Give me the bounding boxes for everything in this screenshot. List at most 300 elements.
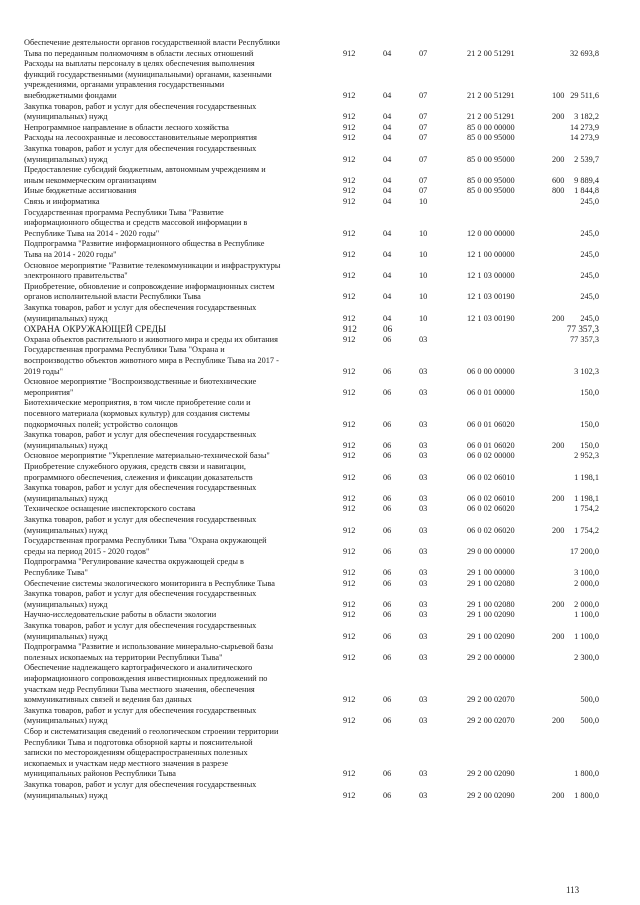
row-name-line: Расходы на лесоохранные и лесовосстановительные мероприятия xyxy=(24,133,257,143)
table-row xyxy=(0,642,640,663)
row-name-line: Тыва на 2014 - 2020 годы" xyxy=(24,249,117,259)
table-row xyxy=(0,102,640,123)
row-name xyxy=(24,303,332,324)
table-row xyxy=(0,186,640,197)
cell-rz: 06 xyxy=(383,652,392,662)
cell-pr: 03 xyxy=(419,504,428,514)
cell-pr: 07 xyxy=(419,175,428,185)
row-name-line: (муниципальных) нужд xyxy=(24,790,108,800)
cell-adm: 912 xyxy=(343,440,356,450)
cell-sum: 245,0 xyxy=(580,228,599,238)
table-row xyxy=(0,780,640,801)
cell-sum: 1 100,0 xyxy=(574,610,599,620)
table-row xyxy=(0,398,640,430)
cell-adm: 912 xyxy=(343,249,356,259)
cell-adm: 912 xyxy=(343,197,356,206)
cell-pr: 03 xyxy=(419,493,428,503)
cell-pr: 03 xyxy=(419,769,428,779)
row-name-line: (муниципальных) нужд xyxy=(24,631,108,641)
table-row xyxy=(0,504,640,515)
row-name-line: Сбор и систематизация сведений о геологическом строении территории xyxy=(24,727,279,736)
cell-rz: 06 xyxy=(383,695,392,705)
cell-sum: 2 000,0 xyxy=(574,599,599,609)
cell-cs: 12 1 03 00190 xyxy=(467,292,515,302)
cell-sum: 150,0 xyxy=(580,440,599,450)
row-name-line: Охрана объектов растительного и животного мира и среды их обитания xyxy=(24,334,278,344)
cell-rz: 04 xyxy=(383,90,392,100)
cell-adm: 912 xyxy=(343,578,356,588)
row-name xyxy=(24,579,332,590)
row-name xyxy=(24,589,332,610)
cell-cs: 12 1 03 00190 xyxy=(467,313,515,323)
cell-sum: 3 100,0 xyxy=(574,567,599,577)
cell-cs: 85 0 00 00000 xyxy=(467,122,515,132)
cell-vr: 800 xyxy=(552,186,565,196)
cell-adm: 912 xyxy=(343,546,356,556)
cell-adm: 912 xyxy=(343,112,356,122)
cell-adm: 912 xyxy=(343,133,356,143)
cell-adm: 912 xyxy=(343,366,356,376)
cell-sum: 3 102,3 xyxy=(574,366,599,376)
table-row xyxy=(0,579,640,590)
cell-adm: 912 xyxy=(343,48,356,58)
row-name xyxy=(24,208,332,240)
cell-rz: 06 xyxy=(383,567,392,577)
cell-rz: 06 xyxy=(383,610,392,620)
cell-sum: 150,0 xyxy=(580,419,599,429)
table-row xyxy=(0,483,640,504)
cell-pr: 07 xyxy=(419,186,428,196)
cell-cs: 21 2 00 51291 xyxy=(467,90,515,100)
row-name xyxy=(24,536,332,557)
cell-pr: 03 xyxy=(419,525,428,535)
row-name-line: Закупка товаров, работ и услуг для обеспечения государственных xyxy=(24,430,257,440)
cell-pr: 07 xyxy=(419,48,428,58)
cell-rz: 06 xyxy=(383,451,392,461)
cell-rz: 06 xyxy=(383,578,392,588)
row-name-line: 2019 годы" xyxy=(24,366,63,376)
row-name-line: (муниципальных) нужд xyxy=(24,112,108,122)
cell-rz: 04 xyxy=(383,154,392,164)
row-name-line: Закупка товаров, работ и услуг для обеспечения государственных xyxy=(24,515,257,524)
row-name-line: Республике Тыва на 2014 - 2020 годы" xyxy=(24,228,160,238)
cell-sum: 150,0 xyxy=(580,387,599,397)
table-row xyxy=(0,706,640,727)
table-row xyxy=(0,335,640,346)
cell-adm: 912 xyxy=(343,599,356,609)
table-row xyxy=(0,208,640,240)
row-name-line: Государственная программа Республики Тыва "Охрана окружающей xyxy=(24,536,267,546)
table-row xyxy=(0,197,640,208)
row-name-line: Республики Тыва и подготовка обзорной карты и пояснительной xyxy=(24,737,253,747)
row-name-line: органов исполнительной власти Республики Тыва xyxy=(24,292,201,302)
cell-pr: 07 xyxy=(419,133,428,143)
table-row xyxy=(0,727,640,780)
cell-rz: 04 xyxy=(383,186,392,196)
table-row xyxy=(0,557,640,578)
cell-pr: 03 xyxy=(419,578,428,588)
cell-rz: 04 xyxy=(383,271,392,281)
cell-sum: 14 273,9 xyxy=(569,133,599,143)
cell-cs: 12 1 00 00000 xyxy=(467,249,515,259)
cell-pr: 07 xyxy=(419,90,428,100)
cell-sum: 500,0 xyxy=(580,716,599,726)
cell-rz: 04 xyxy=(383,313,392,323)
cell-pr: 03 xyxy=(419,451,428,461)
table-row xyxy=(0,462,640,483)
cell-cs: 85 0 00 95000 xyxy=(467,186,515,196)
cell-rz: 06 xyxy=(383,631,392,641)
cell-pr: 03 xyxy=(419,716,428,726)
table-row xyxy=(0,621,640,642)
cell-rz: 06 xyxy=(383,504,392,514)
cell-cs: 12 0 00 00000 xyxy=(467,228,515,238)
table-row xyxy=(0,345,640,377)
cell-pr: 03 xyxy=(419,419,428,429)
row-name xyxy=(24,462,332,483)
cell-cs: 29 2 00 02090 xyxy=(467,769,515,779)
row-name-line: Закупка товаров, работ и услуг для обеспечения государственных xyxy=(24,621,257,630)
row-name-line: посевного материала (кормовых культур) для создания системы xyxy=(24,408,250,418)
cell-rz: 06 xyxy=(383,599,392,609)
table-row xyxy=(0,123,640,134)
row-name-line: информационного сопровождения инвестиционных предложений по xyxy=(24,673,268,683)
cell-cs: 12 1 03 00000 xyxy=(467,271,515,281)
cell-rz: 06 xyxy=(383,366,392,376)
cell-rz: 04 xyxy=(383,228,392,238)
row-name-line: (муниципальных) нужд xyxy=(24,440,108,450)
table-row xyxy=(0,589,640,610)
cell-adm: 912 xyxy=(343,695,356,705)
cell-sum: 2 539,7 xyxy=(574,154,599,164)
cell-cs: 06 0 01 06020 xyxy=(467,419,515,429)
row-name-line: подкормочных полей; устройство солонцов xyxy=(24,419,178,429)
cell-rz: 04 xyxy=(383,133,392,143)
cell-cs: 29 1 00 00000 xyxy=(467,567,515,577)
row-name-line: Государственная программа Республики Тыва "Охрана и xyxy=(24,345,225,355)
row-name xyxy=(24,610,332,621)
table-row xyxy=(0,663,640,705)
cell-pr: 07 xyxy=(419,154,428,164)
cell-adm: 912 xyxy=(343,716,356,726)
row-name xyxy=(24,621,332,642)
row-name-line: Обеспечение надлежащего картографического и аналитического xyxy=(24,663,253,673)
row-name-line: иным некоммерческим организациям xyxy=(24,175,157,185)
cell-adm: 912 xyxy=(343,525,356,535)
cell-pr: 03 xyxy=(419,334,428,344)
row-name-line: (муниципальных) нужд xyxy=(24,313,108,323)
cell-sum: 2 000,0 xyxy=(574,578,599,588)
cell-vr: 200 xyxy=(552,112,565,122)
cell-cs: 06 0 00 00000 xyxy=(467,366,515,376)
cell-rz: 06 xyxy=(383,493,392,503)
cell-cs: 21 2 00 51291 xyxy=(467,48,515,58)
row-name xyxy=(24,165,332,186)
row-name xyxy=(24,483,332,504)
table-row xyxy=(0,451,640,462)
cell-rz: 06 xyxy=(383,525,392,535)
row-name-line: Закупка товаров, работ и услуг для обеспечения государственных xyxy=(24,303,257,312)
row-name-line: записки по месторождениям общераспространенных полезных xyxy=(24,748,248,758)
row-name xyxy=(24,59,332,101)
row-name-line: Республике Тыва" xyxy=(24,567,88,577)
cell-adm: 912 xyxy=(343,90,356,100)
cell-cs: 06 0 02 00000 xyxy=(467,451,515,461)
table-row xyxy=(0,536,640,557)
cell-adm: 912 xyxy=(343,186,356,196)
cell-sum: 77 357,3 xyxy=(569,334,599,344)
cell-sum: 2 952,3 xyxy=(574,451,599,461)
cell-sum: 1 754,2 xyxy=(574,525,599,535)
cell-sum: 32 693,8 xyxy=(569,48,599,58)
cell-pr: 03 xyxy=(419,567,428,577)
cell-sum: 245,0 xyxy=(580,292,599,302)
row-name xyxy=(24,398,332,430)
cell-adm: 912 xyxy=(343,122,356,132)
row-name xyxy=(24,780,332,801)
row-name-line: информационного общества и средств массовой информации в xyxy=(24,218,248,228)
row-name xyxy=(24,282,332,303)
cell-cs: 29 1 00 02090 xyxy=(467,631,515,641)
row-name-line: Расходы на выплаты персоналу в целях обеспечения выполнения xyxy=(24,59,255,69)
cell-sum: 1 800,0 xyxy=(574,769,599,779)
table-row xyxy=(0,165,640,186)
table-row xyxy=(0,430,640,451)
row-name-line: Закупка товаров, работ и услуг для обеспечения государственных xyxy=(24,483,257,493)
row-name-line: (муниципальных) нужд xyxy=(24,525,108,535)
cell-pr: 03 xyxy=(419,695,428,705)
cell-sum: 3 182,2 xyxy=(574,112,599,122)
row-name xyxy=(24,504,332,515)
cell-pr: 10 xyxy=(419,292,428,302)
cell-sum: 9 889,4 xyxy=(574,175,599,185)
cell-pr: 03 xyxy=(419,366,428,376)
cell-vr: 200 xyxy=(552,599,565,609)
cell-adm: 912 xyxy=(343,504,356,514)
cell-adm: 912 xyxy=(343,334,356,344)
table-row xyxy=(0,239,640,260)
row-name-line: коммуникативных связей и ведения баз данных xyxy=(24,695,192,705)
cell-vr: 600 xyxy=(552,175,565,185)
row-name-line: Иные бюджетные ассигнования xyxy=(24,186,137,196)
row-name xyxy=(24,430,332,451)
cell-adm: 912 xyxy=(343,493,356,503)
cell-pr: 10 xyxy=(419,271,428,281)
cell-sum: 245,0 xyxy=(580,197,599,206)
table-row xyxy=(0,133,640,144)
cell-rz: 06 xyxy=(383,472,392,482)
row-name-line: (муниципальных) нужд xyxy=(24,599,108,609)
cell-adm: 912 xyxy=(343,567,356,577)
cell-sum: 1 198,1 xyxy=(574,472,599,482)
cell-cs: 29 1 00 02080 xyxy=(467,599,515,609)
cell-pr: 03 xyxy=(419,546,428,556)
cell-vr: 100 xyxy=(552,90,565,100)
row-name xyxy=(24,102,332,123)
row-name-line: функций государственными (муниципальными) органами, казенными xyxy=(24,69,272,79)
page-number: 113 xyxy=(566,885,580,895)
cell-cs: 29 2 00 02070 xyxy=(467,716,515,726)
row-name xyxy=(24,38,332,59)
row-name xyxy=(24,239,332,260)
cell-vr: 200 xyxy=(552,493,565,503)
row-name xyxy=(24,515,332,536)
cell-adm: 912 xyxy=(343,472,356,482)
cell-adm: 912 xyxy=(343,324,357,335)
table-row xyxy=(0,282,640,303)
cell-adm: 912 xyxy=(343,175,356,185)
row-name-line: учреждениями, органами управления государственными xyxy=(24,80,225,90)
cell-rz: 04 xyxy=(383,122,392,132)
row-name xyxy=(24,345,332,377)
row-name-line: (муниципальных) нужд xyxy=(24,716,108,726)
cell-sum: 245,0 xyxy=(580,271,599,281)
row-name-line: внебюджетными фондами xyxy=(24,90,117,100)
cell-adm: 912 xyxy=(343,271,356,281)
row-name xyxy=(24,133,332,144)
cell-adm: 912 xyxy=(343,451,356,461)
row-name-line: Обеспечение деятельности органов государственной власти Республики xyxy=(24,38,280,47)
cell-rz: 04 xyxy=(383,112,392,122)
row-name-line: Техническое оснащение инспекторского состава xyxy=(24,504,196,514)
cell-pr: 03 xyxy=(419,652,428,662)
cell-vr: 200 xyxy=(552,716,565,726)
row-name-line: (муниципальных) нужд xyxy=(24,154,108,164)
cell-rz: 06 xyxy=(383,716,392,726)
table-row xyxy=(0,59,640,101)
cell-sum: 17 200,0 xyxy=(569,546,599,556)
row-name-line: Закупка товаров, работ и услуг для обеспечения государственных xyxy=(24,144,257,153)
row-name-line: муниципальных районов Республики Тыва xyxy=(24,769,176,779)
row-name xyxy=(24,261,332,282)
row-name-line: Приобретение, обновление и сопровождение информационных систем xyxy=(24,281,275,291)
cell-pr: 10 xyxy=(419,228,428,238)
cell-pr: 07 xyxy=(419,112,428,122)
cell-cs: 06 0 02 06010 xyxy=(467,472,515,482)
row-name-line: Предоставление субсидий бюджетным, автономным учреждениям и xyxy=(24,165,266,175)
cell-rz: 06 xyxy=(383,324,393,335)
row-name-line: мероприятия" xyxy=(24,387,74,397)
cell-pr: 10 xyxy=(419,249,428,259)
cell-cs: 85 0 00 95000 xyxy=(467,133,515,143)
row-name-line: ОХРАНА ОКРУЖАЮЩЕЙ СРЕДЫ xyxy=(24,324,167,335)
table-row xyxy=(0,324,640,335)
cell-sum: 1 754,2 xyxy=(574,504,599,514)
cell-sum: 1 844,8 xyxy=(574,186,599,196)
cell-pr: 03 xyxy=(419,440,428,450)
cell-vr: 200 xyxy=(552,525,565,535)
row-name-line: среды на период 2015 - 2020 годов" xyxy=(24,546,150,556)
cell-cs: 29 0 00 00000 xyxy=(467,546,515,556)
cell-cs: 06 0 02 06010 xyxy=(467,493,515,503)
cell-rz: 06 xyxy=(383,334,392,344)
row-name-line: Основное мероприятие "Развитие телекоммуникации и инфраструктуры xyxy=(24,260,281,270)
cell-rz: 06 xyxy=(383,790,392,800)
cell-vr: 200 xyxy=(552,154,565,164)
cell-sum: 245,0 xyxy=(580,249,599,259)
cell-adm: 912 xyxy=(343,790,356,800)
cell-pr: 10 xyxy=(419,313,428,323)
table-row xyxy=(0,144,640,165)
cell-pr: 03 xyxy=(419,610,428,620)
row-name-line: ископаемых и участкам недр местного значения в разрезе xyxy=(24,758,229,768)
row-name-line: программного обеспечения, слежения и фиксации доказательств xyxy=(24,472,253,482)
row-name-line: полезных ископаемых на территории Республики Тыва" xyxy=(24,652,223,662)
row-name-line: Основное мероприятие "Укрепление материально-технической базы" xyxy=(24,451,270,461)
table-row xyxy=(0,515,640,536)
cell-sum: 77 357,3 xyxy=(566,324,599,335)
row-name xyxy=(24,557,332,578)
cell-rz: 06 xyxy=(383,419,392,429)
cell-sum: 245,0 xyxy=(580,313,599,323)
cell-cs: 29 2 00 02070 xyxy=(467,695,515,705)
row-name-line: Закупка товаров, работ и услуг для обеспечения государственных xyxy=(24,101,257,111)
cell-pr: 10 xyxy=(419,197,428,206)
cell-sum: 1 800,0 xyxy=(574,790,599,800)
cell-pr: 07 xyxy=(419,122,428,132)
row-name-line: Связь и информатика xyxy=(24,197,100,206)
cell-adm: 912 xyxy=(343,313,356,323)
cell-pr: 03 xyxy=(419,387,428,397)
cell-sum: 2 300,0 xyxy=(574,652,599,662)
row-name-line: Обеспечение системы экологического мониторинга в Республике Тыва xyxy=(24,578,275,588)
row-name-line: Закупка товаров, работ и услуг для обеспечения государственных xyxy=(24,589,257,599)
row-name-line: Подпрограмма "Развитие информационного общества в Республике xyxy=(24,239,265,249)
cell-sum: 14 273,9 xyxy=(569,122,599,132)
cell-rz: 04 xyxy=(383,48,392,58)
cell-pr: 03 xyxy=(419,472,428,482)
cell-pr: 03 xyxy=(419,599,428,609)
table-row xyxy=(0,38,640,59)
row-name-line: Закупка товаров, работ и услуг для обеспечения государственных xyxy=(24,780,257,789)
cell-adm: 912 xyxy=(343,652,356,662)
table-row xyxy=(0,303,640,324)
cell-cs: 06 0 01 06020 xyxy=(467,440,515,450)
row-name-line: воспроизводство объектов животного мира в Республике Тыва на 2017 - xyxy=(24,355,279,365)
cell-adm: 912 xyxy=(343,631,356,641)
cell-cs: 29 1 00 02080 xyxy=(467,578,515,588)
row-name-line: Научно-исследовательские работы в области экологии xyxy=(24,610,217,620)
cell-rz: 06 xyxy=(383,387,392,397)
cell-rz: 04 xyxy=(383,197,392,206)
table-row xyxy=(0,377,640,398)
row-name xyxy=(24,642,332,663)
cell-rz: 06 xyxy=(383,546,392,556)
cell-vr: 200 xyxy=(552,631,565,641)
row-name xyxy=(24,451,332,462)
row-name-line: Государственная программа Республики Тыва "Развитие xyxy=(24,207,224,217)
cell-adm: 912 xyxy=(343,769,356,779)
row-name-line: Биотехнические мероприятия, в том числе приобретение соли и xyxy=(24,398,251,408)
cell-sum: 29 511,6 xyxy=(570,90,599,100)
row-name xyxy=(24,706,332,727)
cell-rz: 04 xyxy=(383,292,392,302)
row-name-line: электронного правительства" xyxy=(24,271,128,281)
cell-vr: 200 xyxy=(552,790,565,800)
cell-cs: 06 0 02 06020 xyxy=(467,504,515,514)
row-name-line: Основное мероприятие "Воспроизводственные и биотехнические xyxy=(24,377,257,387)
cell-cs: 29 2 00 02090 xyxy=(467,790,515,800)
row-name xyxy=(24,335,332,346)
row-name-line: Тыва по переданным полномочиям в области лесных отношений xyxy=(24,48,254,58)
row-name xyxy=(24,144,332,165)
cell-adm: 912 xyxy=(343,154,356,164)
row-name-line: Закупка товаров, работ и услуг для обеспечения государственных xyxy=(24,705,257,715)
cell-adm: 912 xyxy=(343,292,356,302)
cell-rz: 04 xyxy=(383,175,392,185)
cell-cs: 06 0 01 00000 xyxy=(467,387,515,397)
cell-rz: 06 xyxy=(383,440,392,450)
